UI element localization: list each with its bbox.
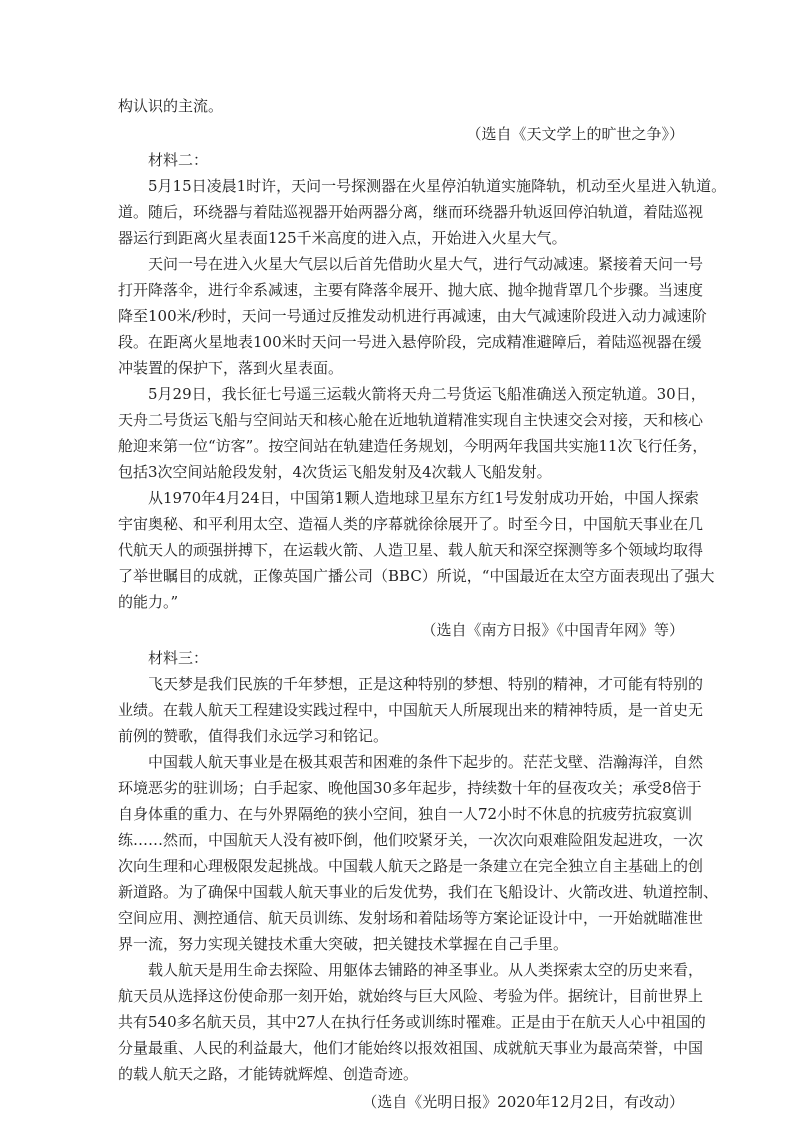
- text-line: 构认识的主流。: [118, 97, 224, 115]
- text-line: 练……然而，中国航天人没有被吓倒，他们咬紧牙关，一次次向艰难险阻发起进攻，一次: [118, 831, 704, 849]
- text-line: 代航天人的顽强拼搏下，在运载火箭、人造卫星、载人航天和深空探测等多个领域均取得: [118, 541, 704, 559]
- text-line: 5月15日凌晨1时许，天问一号探测器在火星停泊轨道实施降轨，机动至火星进入轨道。: [148, 177, 727, 195]
- section-heading: 材料二：: [148, 151, 209, 169]
- source-citation: （选自《天文学上的旷世之争》）: [466, 125, 684, 143]
- text-line: 宇宙奥秘、和平利用太空、造福人类的序幕就徐徐展开了。时至今日，中国航天事业在几: [118, 515, 704, 533]
- text-line: 航天员从选择这份使命那一刻开始，就始终与巨大风险、考验为伴。据统计，目前世界上: [118, 987, 704, 1005]
- text-line: 段。在距离火星地表100米时天问一号进入悬停阶段，完成精准避障后，着陆巡视器在缓: [118, 333, 702, 351]
- text-line: 界一流，努力实现关键技术重大突破，把关键技术掌握在自己手里。: [118, 935, 569, 953]
- text-line: 的载人航天之路，才能铸就辉煌、创造奇迹。: [118, 1065, 419, 1083]
- text-line: 自身体重的重力、在与外界隔绝的狭小空间，独自一人72小时不休息的抗疲劳抗寂寞训: [118, 805, 693, 823]
- text-line: 前例的赞歌，值得我们永远学习和铭记。: [118, 727, 389, 745]
- text-line: 降至100米/秒时，天问一号通过反推发动机进行再减速，由大气减速阶段进入动力减速阶: [118, 307, 707, 325]
- text-line: 共有540多名航天员，其中27人在执行任务或训练时罹难。正是由于在航天人心中祖国的: [118, 1013, 706, 1031]
- text-line: 5月29日，我长征七号遥三运载火箭将天舟二号货运飞船准确送入预定轨道。30日，: [148, 385, 706, 403]
- text-line: 环境恶劣的驻训场；白手起家、晚他国30多年起步，持续数十年的昼夜攻关；承受8倍于: [118, 779, 702, 797]
- text-line: 新道路。为了确保中国载人航天事业的后发优势，我们在飞船设计、火箭改进、轨道控制、: [118, 883, 719, 901]
- text-line: 打开降落伞，进行伞系减速，主要有降落伞展开、抛大底、抛伞抛背罩几个步骤。当速度: [118, 281, 704, 299]
- source-citation: （选自《光明日报》2020年12月2日，有改动）: [362, 1093, 684, 1111]
- text-line: 器运行到距离火星表面125千米高度的进入点，开始进入火星大气。: [118, 229, 567, 247]
- text-line: 包括3次空间站舱段发射，4次货运飞船发射及4次载人飞船发射。: [118, 463, 552, 481]
- text-line: 从1970年4月24日，中国第1颗人造地球卫星东方红1号发射成功开始，中国人探索: [148, 489, 699, 507]
- text-line: 空间应用、测控通信、航天员训练、发射场和着陆场等方案论证设计中，一开始就瞄准世: [118, 909, 704, 927]
- text-line: 舱迎来第一位“访客”。按空间站在轨建造任务规划，今明两年我国共实施11次飞行任务，: [118, 437, 708, 455]
- text-line: 天舟二号货运飞船与空间站天和核心舱在近地轨道精准实现自主快速交会对接，天和核心: [118, 411, 704, 429]
- text-line: 次向生理和心理极限发起挑战。中国载人航天之路是一条建立在完全独立自主基础上的创: [118, 857, 704, 875]
- text-line: 道。随后，环绕器与着陆巡视器开始两器分离，继而环绕器升轨返回停泊轨道，着陆巡视: [118, 203, 704, 221]
- text-line: 业绩。在载人航天工程建设实践过程中，中国航天人所展现出来的精神特质，是一首史无: [118, 701, 704, 719]
- text-line: 分量最重、人民的利益最大，他们才能始终以报效祖国、成就航天事业为最高荣誉，中国: [118, 1039, 704, 1057]
- text-line: 的能力。”: [118, 593, 179, 611]
- text-line: 载人航天是用生命去探险、用躯体去铺路的神圣事业。从人类探索太空的历史来看，: [148, 961, 704, 979]
- text-line: 飞天梦是我们民族的千年梦想，正是这种特别的梦想、特别的精神，才可能有特别的: [148, 675, 704, 693]
- section-heading: 材料三：: [148, 649, 209, 667]
- text-line: 天问一号在进入火星大气层以后首先借助火星大气，进行气动减速。紧接着天问一号: [148, 255, 704, 273]
- source-citation: （选自《南方日报》《中国青年网》等）: [421, 621, 684, 639]
- text-line: 了举世瞩目的成就，正像英国广播公司（BBC）所说，“中国最近在太空方面表现出了强大: [118, 567, 715, 585]
- text-line: 冲装置的保护下，落到火星表面。: [118, 359, 344, 377]
- text-line: 中国载人航天事业是在极其艰苦和困难的条件下起步的。茫茫戈壁、浩瀚海洋，自然: [148, 753, 704, 771]
